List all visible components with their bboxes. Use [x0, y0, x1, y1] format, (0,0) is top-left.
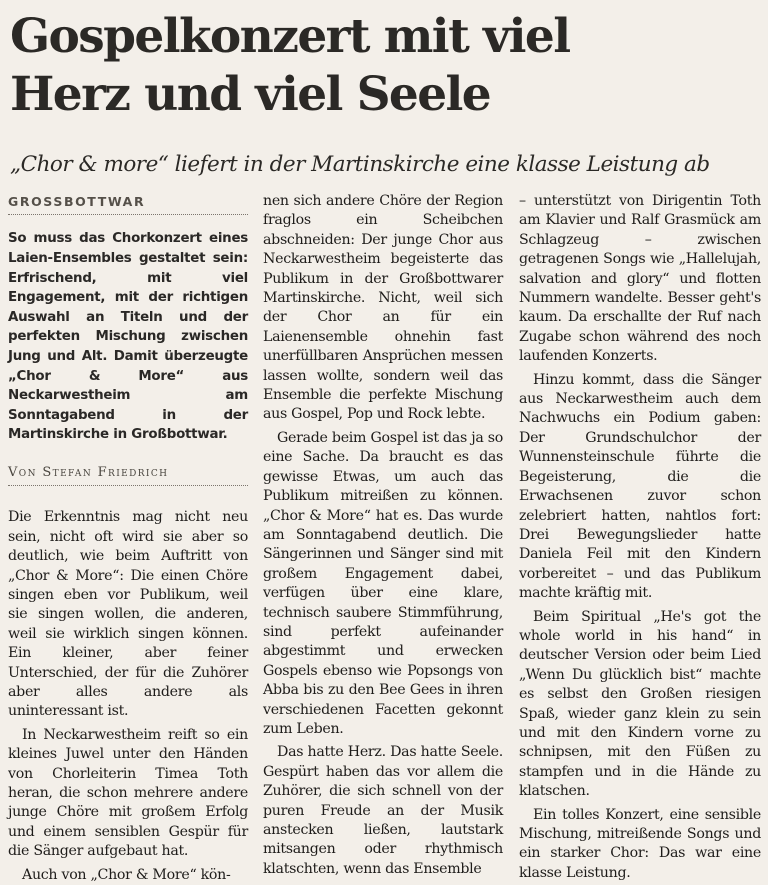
headline-line-1: Gospelkonzert mit viel: [10, 9, 570, 64]
body-paragraph: – unterstützt von Dirigentin Toth am Klavier und Ralf Grasmück am Schlagzeug – zwischen getragenen Songs wie „Hallelujah, salvation and glory“ und flotten Nummern wandelte. Besser geht's kaum. Da erschallte der Ruf nach Zugabe schon während des noch laufenden Konzerts.: [519, 193, 761, 365]
column-2: [263, 192, 503, 879]
headline-line-2: Herz und viel Seele: [10, 67, 491, 122]
body-paragraph: In Neckarwestheim reift so ein kleines Juwel unter den Händen von Chorleiterin Timea Toth heran, die schon mehrere andere junge Chöre mit großem Erfolg und einem sensiblen Gespür für die Sänger aufgebaut hat.: [8, 726, 248, 860]
body-paragraph: Hinzu kommt, dass die Sänger aus Neckarwestheim auch dem Nachwuchs ein Podium gaben: Der Grundschulchor der Wunnensteinschule führte die Begeisterung, die die Erwachsenen zuvor schon zelebriert hatten, nahtlos fort: Drei Bewegungslieder hatte Daniela Feil mit den Kindern vorbereitet – und das Publikum machte kräftig mit.: [519, 371, 761, 602]
byline: Von Stefan Friedrich: [8, 463, 248, 486]
body-paragraph: Beim Spiritual „He's got the whole world in his hand“ in deutscher Version oder beim Lied „Wenn Du glücklich bist“ machte es selbst den Großen riesigen Spaß, wieder ganz klein zu sein und mit den Kindern vorne zu schnipsen, mit den Füßen zu stampfen und in die Hände zu klatschen.: [519, 608, 761, 800]
body-paragraph: Die Erkenntnis mag nicht neu sein, nicht oft wird sie aber so deutlich, wie beim Auftritt von „Chor & More“: Die einen Chöre singen eben vor Publikum, weil sie singen wollen, die anderen, weil sie wirklich singen können. Ein kleiner, aber feiner Unterschied, der für die Zuhörer aber alles andere als uninteressant ist.: [8, 509, 248, 720]
subheadline: „Chor & more“ liefert in der Martinskirche eine klasse Leistung ab: [10, 152, 710, 177]
dateline: GROSSBOTTWAR: [8, 192, 248, 215]
lead-paragraph: So muss das Chorkonzert eines Laien-Ensembles gestaltet sein: Erfrischend, mit viel Engagement, mit der richtigen Auswahl an Titeln und der perfekten Mischung zwischen Jung und Alt. Damit überzeugte „Chor & More“ aus Neckarwestheim am Sonntagabend in der Martinskirche in Großbottwar.: [8, 231, 248, 443]
headline: [10, 8, 750, 124]
body-paragraph: nen sich andere Chöre der Region fraglos ein Scheibchen abschneiden: Der junge Chor aus Neckarwestheim begeisterte das Publikum in der Großbottwarer Martinskirche. Nicht, weil sich der Chor an für ein Laienensemble ohnehin fast unerfüllbaren Ansprüchen messen lassen wollte, sondern weil das Ensemble die perfekte Mischung aus Gospel, Pop und Rock lebte.: [263, 193, 503, 423]
body-paragraph: Ein tolles Konzert, eine sensible Mischung, mitreißende Songs und ein starker Chor: Das war eine klasse Leistung.: [519, 806, 761, 881]
column-1: [8, 192, 248, 885]
body-paragraph: Auch von „Chor & More“ kön-: [22, 866, 231, 883]
body-paragraph: Gerade beim Gospel ist das ja so eine Sache. Da braucht es das gewisse Etwas, um auch das Publikum mitreißen zu können. „Chor & More“ hat es. Das wurde am Sonntagabend deutlich. Die Sängerinnen und Sänger sind mit großem Engagement dabei, verfügen über eine klare, technisch saubere Stimmführung, sind perfekt aufeinander abgestimmt und erwecken Gospels ebenso wie Popsongs von Abba bis zu den Bee Gees in ihren verschiedenen Facetten gekonnt zum Leben.: [263, 429, 503, 737]
body-paragraph: Das hatte Herz. Das hatte Seele. Gespürt haben das vor allem die Zuhörer, die sich schnell von der puren Freude an der Musik anstecken ließen, lautstark mitsangen oder rhythmisch klatschten, wenn das Ensemble: [263, 744, 503, 877]
column-3: [519, 192, 761, 883]
